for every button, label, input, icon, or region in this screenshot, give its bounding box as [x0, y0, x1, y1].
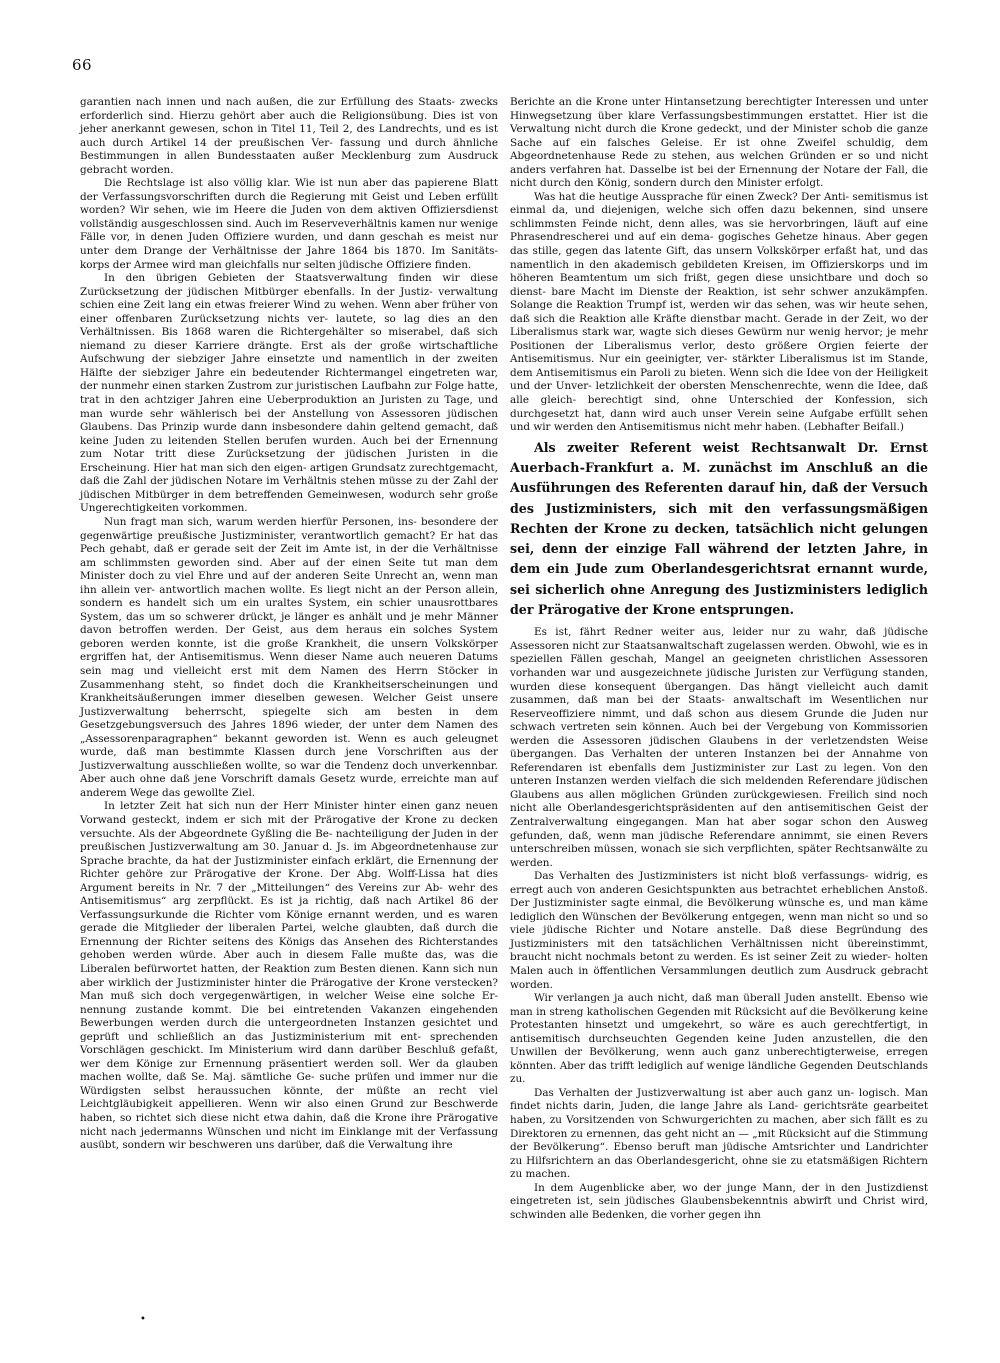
paragraph: garantien nach innen und nach außen, die zur Erfüllung des Staats- zwecks erforderlich sind. Hierzu gehört aber auch die Religionsübung. Dies ist von jeher anerkannt gewesen, schon in Titel 11, Teil 2, des Landrechts, und es ist auch durch Artikel 14 der preußischen Ver- fassung und durch ähnliche Bestimmungen in allen Bundesstaaten außer Mecklenburg zum Ausdruck gebracht worden. [80, 96, 498, 176]
speaker-text: -Frankfurt a. M. zunächst im Anschluß an die Ausführungen des Referenten darauf hin, daß der Versuch des Justizministers, sich mit den verfassungsmäßigen Rechten der Krone zu decken, tatsächlich nicht gelungen sei, denn der einzige Fall während der letzten Jahre, in dem ein Jude zum Oberlandesgerichtsrat ernannt wurde, sei sicherlich ohne Anregung des Justizministers lediglich der Prärogative der Krone entsprungen. [510, 459, 928, 618]
paragraph: Das Verhalten des Justizministers ist nicht bloß verfassungs- widrig, es erregt auch von anderen Gesichtspunkten aus betrachtet erheblichen Anstoß. Der Justizminister sagte einmal, die Bevölkerung wünsche es, und man käme lediglich den Wünschen der Bevölkerung entgegen, wenn man nicht so und so viele jüdische Richter und Notare anstelle. Daß diese Begründung des Justizministers mit den tatsächlichen Verhältnissen nicht übereinstimmt, braucht nicht nochmals betont zu werden. Es ist seiner Zeit zu wieder- holten Malen auch in öffentlichen Versammlungen deutlich zum Ausdruck gebracht worden. [510, 870, 928, 991]
paragraph: Was hat die heutige Aussprache für einen Zweck? Der Anti- semitismus ist einmal da, und diejenigen, welche sich offen dazu bekennen, sind unsere schlimmsten Feinde nicht, denn alles, was sie hervorbringen, läuft auf eine Phrasendrescherei und auf ein dema- gogisches Gehetze hinaus. Aber gegen das stille, gegen das latente Gift, das unsern Volkskörper erfaßt hat, und das namentlich in den akademisch gebildeten Kreisen, im Offizierskorps und im höheren Beamtentum um sich frißt, gegen diese unsichtbare und doch so dienst- bare Macht im Dienste der Reaktion, ist sehr schwer anzukämpfen. Solange die Reaktion Trumpf ist, werden wir das sehen, was wir heute sehen, daß sich die Reaktion alle Kräfte dienstbar macht. Gerade in der Zeit, wo der Liberalismus stark war, wagte sich dieses Gewürm nur wenig hervor; je mehr Positionen der Liberalismus verlor, desto größere Orgien feierte der Antisemitismus. Nur ein geeinigter, ver- stärkter Liberalismus ist im Stande, dem Antisemitismus ein Paroli zu bieten. Wenn sich die Idee von der Heiligkeit und der Unver- letzlichkeit der obersten Menschenrechte, wenn die Idee, daß alle gleich- berechtigt sind, ohne Unterschied der Konfession, sich durchgesetzt hat, dann wird auch unser Verein seine Aufgabe erfüllt sehen und wir werden den Antisemitismus nicht mehr haben. (Lebhafter Beifall.) [510, 190, 928, 434]
speaker-lead: Als zweiter Referent weist Rechtsanwalt Dr. Ernst [534, 439, 928, 455]
paragraph: In dem Augenblicke aber, wo der junge Mann, der in den Justizdienst eingetreten ist, sein jüdisches Glaubensbekenntnis abwirft und Christ wird, schwinden alle Bedenken, die vorher gegen ihn [510, 1181, 928, 1221]
footer-mark: • [140, 1314, 146, 1325]
paragraph: Wir verlangen ja auch nicht, daß man überall Juden anstellt. Ebenso wie man in streng katholischen Gegenden mit Rücksicht auf die Bevölkerung keine Protestanten hinsetzt und umgekehrt, so wäre es auch gerechtfertigt, in antisemitisch durchseuchten Gegenden keine Juden anzustellen, die den Unwillen der Bevölkerung, wenn auch ganz unberechtigterweise, erregen könnten. Aber das trifft lediglich auf wenige ländliche Gegenden Deutschlands zu. [510, 992, 928, 1086]
paragraph: Nun fragt man sich, warum werden hierfür Personen, ins- besondere der gegenwärtige preußische Justizminister, verantwortlich gemacht? Er hat das Pech gehabt, daß er gerade seit der Zeit im Amte ist, in der die Verhältnisse am schlimmsten geworden sind. Aber auf der einen Seite tut man dem Minister doch zu viel Ehre und auf der anderen Seite Unrecht an, wenn man ihn allein ver- antwortlich machen wollte. Es liegt nicht an der Person allein, sondern es handelt sich um ein uraltes System, ein schier unausrottbares System, das um so schwerer drückt, je länger es anhält und je mehr Männer davon betroffen werden. Der Geist, aus dem heraus ein solches System geboren werden konnte, ist die große Krankheit, die unsern Volkskörper ergriffen hat, der Antisemitismus. Wenn dieser Name auch neueren Datums sein mag und vielleicht erst mit dem Namen des Herrn Stöcker in Zusammenhang steht, so findet doch die Krankheitserscheinungen und Krankheitsäußerungen immer dieselben gewesen. Welcher Geist unsere Justizverwaltung beherrscht, spiegelte sich am besten in dem Gesetzgebungsversuch des Jahres 1896 wieder, der unter dem Namen des „Assessorenparagraphen“ bekannt geworden ist. Wenn es auch geleugnet wurde, daß man bestimmte Klassen durch jene Vorschriften aus der Justizverwaltung ausschließen wollte, so war die Tendenz doch unverkennbar. Aber auch ohne daß jene Vorschrift damals Gesetz wurde, erreichte man auf anderem Wege das gewollte Ziel. [80, 515, 498, 799]
paragraph: Berichte an die Krone unter Hintansetzung berechtigter Interessen und unter Hinwegsetzung über klare Verfassungsbestimmungen erstattet. Hier ist die Verwaltung nicht durch die Krone gedeckt, und der Minister schob die ganze Sache auf ein falsches Geleise. Er ist ohne Zweifel schuldig, dem Abgeordnetenhause Rede zu stehen, aus welchen Gründen er so und nicht anders verfahren hat. Dasselbe ist bei der Ernennung der Notare der Fall, die nicht durch den König, sondern durch den Minister erfolgt. [510, 96, 928, 190]
left-column [80, 96, 498, 1153]
speaker-introduction [510, 438, 928, 621]
page-number: 66 [72, 56, 93, 74]
right-column [510, 96, 928, 1222]
paragraph: Es ist, fährt Redner weiter aus, leider nur zu wahr, daß jüdische Assessoren nicht zur Staatsanwaltschaft zugelassen werden. Obwohl, wie es in speziellen Fällen geschah, Mangel an geeigneten christlichen Assessoren vorhanden war und ausgezeichnete jüdische Juristen zur Verfügung standen, wurden diese konsequent übergangen. Das hängt vielleicht auch damit zusammen, daß man bei der Staats- anwaltschaft im Wesentlichen nur Reserveoffiziere nimmt, und daß schon aus diesem Grunde die Juden nur schwach vertreten sein können. Auch bei der Vergebung von Kommissorien werden die Assessoren jüdischen Glaubens in der verletzendsten Weise übergangen. Das Verhalten der unteren Instanzen bei der Annahme von Referendaren ist ebenfalls dem Justizminister zur Last zu legen. Von den unteren Instanzen werden vielfach die sich meldenden Referendare jüdischen Glaubens aus allen möglichen Gründen zurückgewiesen. Freilich sind noch nicht alle Oberlandesgerichtspräsidenten auf den antisemitischen Geist der Zentralverwaltung eingegangen. Man hat aber sogar schon den Ausweg gefunden, daß, wenn man jüdische Referendare annimmt, sie einen Revers unterschreiben müssen, wonach sie sich verpflichten, später Rechtsanwälte zu werden. [510, 626, 928, 869]
speaker-name: Auerbach [510, 459, 580, 475]
paragraph: Die Rechtslage ist also völlig klar. Wie ist nun aber das papierene Blatt der Verfassungsvorschriften durch die Regierung mit Geist und Leben erfüllt worden? Wir sehen, wie im Heere die Juden von dem aktiven Offiziersdienst vollständig ausgeschlossen sind. Auch im Reserveverhältnis kamen nur wenige Fälle vor, in denen Juden Offiziere wurden, und dann geschah es meist nur unter dem Drange der Verhältnisse der Jahre 1864 bis 1870. Im Sanitäts- korps der Armee wird man gleichfalls nur selten jüdische Offiziere finden. [80, 177, 498, 271]
paragraph: In den übrigen Gebieten der Staatsverwaltung finden wir diese Zurücksetzung der jüdischen Mitbürger ebenfalls. In der Justiz- verwaltung schien eine Zeit lang ein etwas freierer Wind zu wehen. Wenn aber früher von einer offenbaren Zurücksetzung nichts ver- lautete, so lag dies an den Verhältnissen. Bis 1868 waren die Richtergehälter so miserabel, daß sich niemand zu dieser Karriere drängte. Erst als der große wirtschaftliche Aufschwung der siebziger Jahre einsetzte und namentlich in der zweiten Hälfte der siebziger Jahre ein bedeutender Richtermangel eingetreten war, der nunmehr einen starken Zustrom zur juristischen Laufbahn zur Folge hatte, trat in den achtziger Jahren eine Ueberproduktion an Juristen zu Tage, und man wurde sehr wählerisch bei der Anstellung von Assessoren jüdischen Glaubens. Das Prinzip wurde dann insbesondere dahin geltend gemacht, daß keine Juden zu leitenden Stellen berufen wurden. Auch bei der Ernennung zum Notar tritt diese Zurücksetzung der jüdischen Juristen in die Erscheinung. Hier hat man sich den eigen- artigen Grundsatz zurechtgemacht, daß die Zahl der jüdischen Notare im Verhältnis stehen müsse zu der Zahl der jüdischen Mitbürger in dem betreffenden Gemeinwesen, wodurch sehr große Ungerechtigkeiten vorkommen. [80, 272, 498, 515]
paragraph: Das Verhalten der Justizverwaltung ist aber auch ganz un- logisch. Man findet nichts darin, Juden, die lange Jahre als Land- gerichtsräte gearbeitet haben, zu Vorsitzenden von Schwurgerichten zu machen, aber sich fällt es zu Direktoren zu ernennen, das geht nicht an — „mit Rücksicht auf die Stimmung der Bevölkerung“. Ebenso beruft man jüdische Amtsrichter und Landrichter zu Hilfsrichtern an das Oberlandesgericht, ohne sie zu etatsmäßigen Richtern zu machen. [510, 1086, 928, 1181]
paragraph: In letzter Zeit hat sich nun der Herr Minister hinter einen ganz neuen Vorwand gesteckt, indem er sich mit der Prärogative der Krone zu decken versuchte. Als der Abgeordnete Gyßling die Be- nachteiligung der Juden in der preußischen Justizverwaltung am 30. Januar d. Js. im Abgeordnetenhause zur Sprache brachte, da hat der Justizminister einfach erklärt, die Ernennung der Richter gehöre zur Prärogative der Krone. Der Abg. Wolff-Lissa hat dies Argument bereits in Nr. 7 der „Mitteilungen“ des Vereins zur Ab- wehr des Antisemitismus“ arg zerpflückt. Es ist ja richtig, daß nach Artikel 86 der Verfassungsurkunde die Richter vom Könige ernannt werden, und es waren gerade die Mitglieder der liberalen Partei, welche glaubten, daß durch die Ernennung der Richter seitens des Königs das Ansehen des Richterstandes gehoben werden würde. Aber auch in diesem Falle mußte das, was die Liberalen befürwortet hatten, der Reaktion zum Besten dienen. Kann sich nun aber wirklich der Justizminister hinter die Prärogative der Krone verstecken? Man muß sich doch vergegenwärtigen, in welcher Weise eine solche Er- nennung zustande kommt. Die bei eintretenden Vakanzen eingehenden Bewerbungen werden durch die untergeordneten Instanzen gesichtet und geprüft und schließlich an das Justizministerium mit ent- sprechenden Vorschlägen geschickt. Im Ministerium wird dann darüber Beschluß gefaßt, wer dem Könige zur Ernennung präsentiert werden soll. Wer da glauben machen wollte, daß Se. Maj. sämtliche Ge- suche prüfen und immer nur die Würdigsten selbst heraussuchen könnte, der müßte an recht viel Leichtgläubigkeit appellieren. Wenn wir also einen Grund zur Beschwerde haben, so richtet sich diese nicht etwa dahin, daß die Krone ihre Prärogative nicht nach jedermanns Wünschen und nicht im Einklange mit der Verfassung ausübt, sondern wir beschweren uns darüber, daß die Verwaltung ihre [80, 800, 498, 1152]
